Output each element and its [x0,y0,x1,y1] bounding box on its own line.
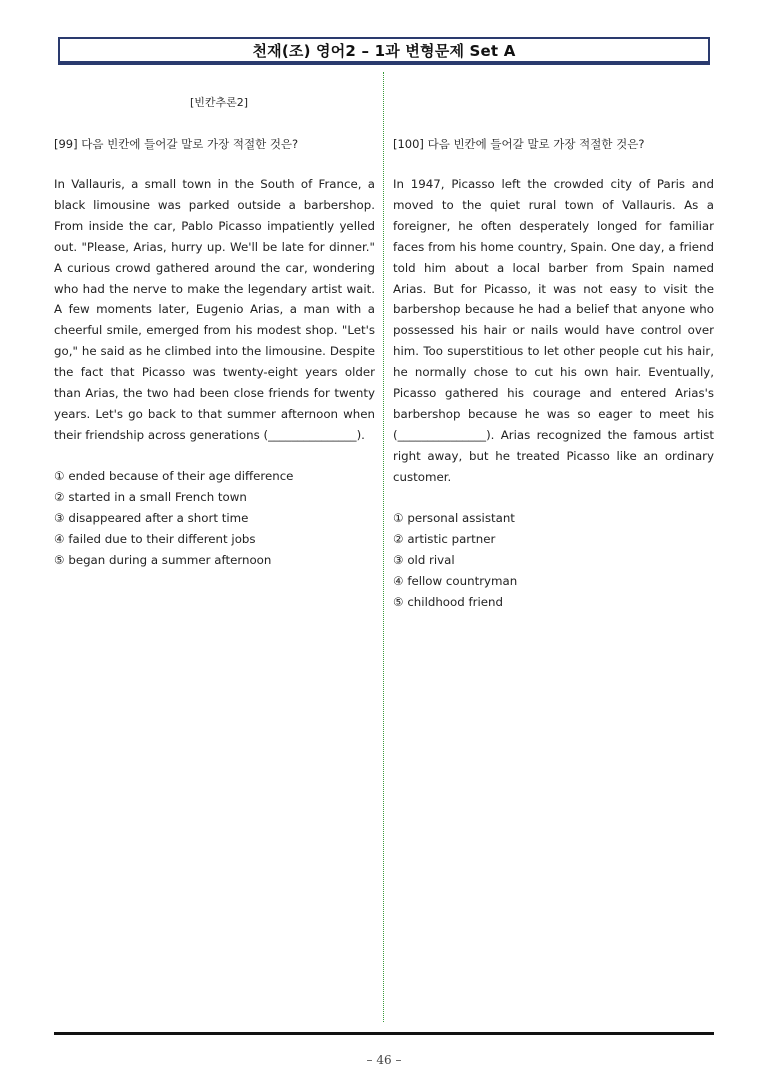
answer-option: ④ failed due to their different jobs [54,531,256,546]
answer-option: ⑤ childhood friend [393,594,503,609]
answer-option: ③ old rival [393,552,455,567]
answer-option: ⑤ began during a summer afternoon [54,552,272,567]
document-title: 천재(조) 영어2 – 1과 변형문제 Set A [252,41,516,60]
question-passage: In Vallauris, a small town in the South of France, a black limousine was parked outside a barbershop. From inside the car, Pablo Picasso impatiently yelled out. "Please, Arias, hurry up. We'll be late for dinner." A curious crowd gathered around the car, wondering who had the nerve to make the legendary artist wait. A few moments later, Eugenio Arias, a man with a cheerful smile, emerged from his modest shop. "Let's go," he said as he climbed into the limousine. Despite the fact that Picasso was twenty-eight years older than Arias, the two had been close friends for twenty years. Let's go back to that summer afternoon when their friendship across generations (_______________). [54,177,375,442]
answer-options [393,508,517,613]
column-divider [383,72,384,1022]
page-number: – 46 – [366,1053,402,1067]
answer-option: ④ fellow countryman [393,573,518,588]
section-label: [빈칸추론2] [190,96,249,109]
question-heading: [99] 다음 빈칸에 들어갈 말로 가장 적절한 것은? [54,137,299,151]
answer-option: ① ended because of their age difference [54,469,294,483]
answer-option: ② artistic partner [393,531,496,546]
question-passage: In 1947, Picasso left the crowded city of Paris and moved to the quiet rural town of Vallauris. As a foreigner, he often desperately longed for familiar faces from his home country, Spain. One day, a friend told him about a local barber from Spain named Arias. But for Picasso, it was not easy to visit the barbershop because he had a belief that anyone who possessed his hair or nails would have control over him. Too superstitious to let other people cut his hair, he normally chose to cut his own hair. Eventually, Picasso gathered his courage and entered Arias's barbershop because he was so eager to meet his (_______________). Arias recognized the famous artist right away, but he treated Picasso like an ordinary customer. [393,177,714,484]
answer-option: ② started in a small French town [54,489,247,504]
header-box [58,37,710,65]
answer-options [54,466,293,571]
question-heading: [100] 다음 빈칸에 들어갈 말로 가장 적절한 것은? [393,137,645,151]
footer-rule [54,1032,714,1035]
answer-option: ③ disappeared after a short time [54,510,249,525]
answer-option: ① personal assistant [393,511,515,525]
